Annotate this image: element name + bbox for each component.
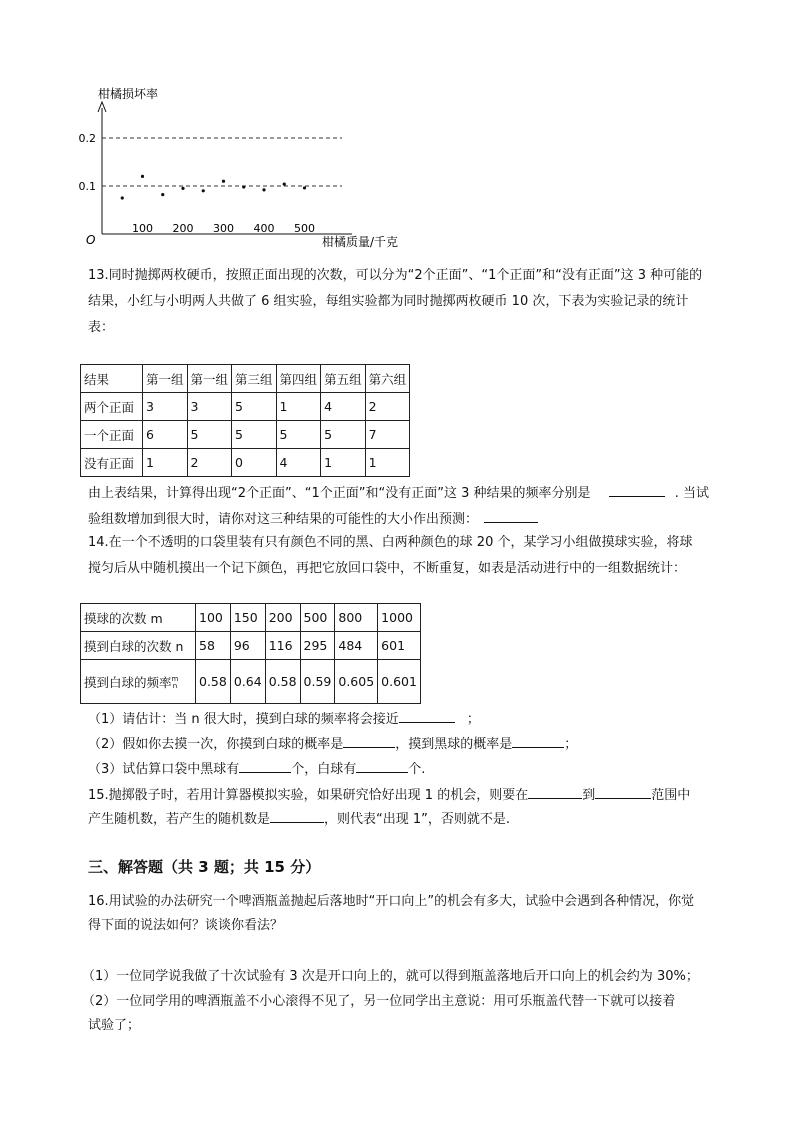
y-tick-label: 0.2 [78, 132, 96, 145]
table-cell: 5 [321, 421, 366, 449]
q15-line1c: 范围中 [651, 788, 691, 803]
q14-sub1 [88, 708, 480, 730]
table-row [81, 365, 410, 393]
table-cell: 96 [230, 632, 265, 660]
q15-range-end-blank[interactable] [595, 784, 651, 799]
table-cell: 2 [187, 449, 232, 477]
table-cell: 5 [232, 393, 277, 421]
table-cell: 484 [335, 632, 378, 660]
q14-sub1-end: ； [466, 712, 480, 727]
table-row [81, 393, 410, 421]
table-cell [81, 660, 196, 704]
table-cell: 6 [143, 421, 188, 449]
data-point [202, 189, 205, 192]
q13-after1 [88, 482, 709, 504]
x-tick-label: 100 [132, 222, 153, 235]
q13-line1: 13.同时抛掷两枚硬币，按照正面出现的次数，可以分为“2个正面”、“1个正面”和“没有正面”这 3 种可能的 [88, 268, 703, 283]
x-tick-label: 200 [172, 222, 194, 235]
table-cell: 第一组 [143, 365, 188, 393]
table-cell: 摸球的次数 m [81, 604, 196, 632]
table-cell: 0 [232, 449, 277, 477]
table-cell: 5 [232, 421, 277, 449]
table-cell: 结果 [81, 365, 143, 393]
table-cell: 第四组 [276, 365, 321, 393]
table-cell: 7 [365, 421, 410, 449]
table-cell: 两个正面 [81, 393, 143, 421]
table-cell: 3 [187, 393, 232, 421]
x-tick-label: 400 [253, 222, 275, 235]
q16-item1: （1）一位同学说我做了十次试验有 3 次是开口向上的，就可以得到瓶盖落地后开口向上的机会约为 30%； [82, 969, 699, 984]
table-cell: 1 [276, 393, 321, 421]
x-tick-label: 300 [213, 222, 234, 235]
data-point [262, 188, 265, 191]
table-cell: 116 [265, 632, 300, 660]
q13-after2-text: 验组数增加到很大时，请你对这三种结果的可能性的大小作出预测： [88, 512, 479, 527]
q14-sub2 [88, 733, 577, 755]
q15-line2a: 产生随机数，若产生的随机数是 [88, 812, 271, 827]
table-cell: 0.58 [265, 660, 300, 704]
table-cell: 500 [300, 604, 335, 632]
q14-black-prob-blank[interactable] [512, 733, 564, 748]
q14-black-count-blank[interactable] [239, 758, 291, 773]
table-cell: 1 [365, 449, 410, 477]
q14-line2: 搅匀后从中随机摸出一个记下颜色，再把它放回口袋中，不断重复，如表是活动进行中的一组数据统计： [88, 561, 687, 576]
q14-sub3-end: 个. [408, 762, 426, 777]
data-point [303, 186, 306, 189]
table-cell: 58 [196, 632, 231, 660]
table-row [81, 660, 421, 704]
q13-prediction-blank[interactable] [484, 508, 538, 523]
q13-table [80, 364, 410, 477]
table-cell: 0.605 [335, 660, 378, 704]
q14-sub3b: 个，白球有 [291, 762, 357, 777]
table-cell: 5 [187, 421, 232, 449]
table-cell: 150 [230, 604, 265, 632]
q16-item2b: 试验了； [88, 1018, 141, 1033]
q13-line2: 结果，小红与小明两人共做了 6 组实验，每组实验都为同时抛掷两枚硬币 10 次，下表为实验记录的统计 [88, 294, 689, 309]
damage-rate-chart [60, 80, 440, 260]
table-cell: 一个正面 [81, 421, 143, 449]
table-cell: 601 [378, 632, 421, 660]
data-point [222, 180, 225, 183]
table-cell: 200 [265, 604, 300, 632]
chart-xlabel: 柑橘质量/千克 [322, 235, 399, 249]
table-cell: 1 [143, 449, 188, 477]
frac-den: n [172, 682, 178, 690]
data-point [161, 193, 164, 196]
section3-title: 三、解答题（共 3 题；共 15 分） [88, 858, 321, 876]
table-cell: 0.58 [196, 660, 231, 704]
q14-sub2-end: ； [564, 737, 578, 752]
table-cell: 4 [276, 449, 321, 477]
table-cell: 295 [300, 632, 335, 660]
chart-ylabel: 柑橘损坏率 [98, 87, 159, 101]
data-point [283, 182, 286, 185]
row3-label: 摸到白球的频率 [84, 674, 172, 690]
table-cell: 1 [321, 449, 366, 477]
data-point [121, 196, 124, 199]
q14-sub1-blank[interactable] [399, 708, 455, 723]
table-cell: 800 [335, 604, 378, 632]
q16-item2a: （2）一位同学用的啤酒瓶盖不小心滚得不见了，另一位同学出主意说：用可乐瓶盖代替一下就可以接着 [82, 994, 676, 1009]
q13-after1-text: 由上表结果，计算得出现“2个正面”、“1个正面”和“没有正面”这 3 种结果的频率分别是 [88, 486, 591, 501]
q14-table [80, 603, 421, 704]
q14-white-prob-blank[interactable] [343, 733, 395, 748]
q14-sub2a: （2）假如你去摸一次，你摸到白球的概率是 [88, 737, 344, 752]
q15-number-blank[interactable] [270, 808, 324, 823]
data-point [141, 175, 144, 178]
q13-line3: 表： [88, 320, 115, 335]
table-cell: 5 [276, 421, 321, 449]
table-row [81, 449, 410, 477]
table-row [81, 421, 410, 449]
table-cell: 1000 [378, 604, 421, 632]
table-cell: 第三组 [232, 365, 277, 393]
q13-after2 [88, 508, 538, 530]
q14-sub1-text: （1）请估计：当 n 很大时，摸到白球的频率将会接近 [88, 712, 399, 727]
table-cell: 没有正面 [81, 449, 143, 477]
y-tick-label: 0.1 [78, 180, 96, 193]
table-cell: 0.601 [378, 660, 421, 704]
fraction-m-n [172, 676, 179, 690]
table-cell: 0.59 [300, 660, 335, 704]
data-point [181, 187, 184, 190]
q14-sub3 [88, 758, 425, 780]
q14-sub2b: ，摸到黑球的概率是 [395, 737, 513, 752]
table-cell: 第五组 [321, 365, 366, 393]
q14-line1: 14.在一个不透明的口袋里装有只有颜色不同的黑、白两种颜色的球 20 个，某学习小组做摸球实验，将球 [88, 535, 693, 550]
q15-line1 [88, 784, 690, 806]
q13-after1-end: . 当试 [674, 486, 710, 501]
table-row [81, 632, 421, 660]
q15-range-start-blank[interactable] [528, 784, 582, 799]
q15-line1a: 15.抛掷骰子时，若用计算器模拟实验，如果研究恰好出现 1 的机会，则要在 [88, 788, 529, 803]
q15-line1b: 到 [582, 788, 596, 803]
table-cell: 100 [196, 604, 231, 632]
table-row [81, 604, 421, 632]
q13-answer-blank[interactable] [609, 482, 665, 497]
chart-origin: O [86, 233, 96, 247]
q14-sub3a: （3）试估算口袋中黑球有 [88, 762, 240, 777]
frac-num: m [171, 675, 179, 683]
x-tick-label: 500 [294, 222, 315, 235]
q14-white-count-blank[interactable] [356, 758, 408, 773]
table-cell: 摸到白球的次数 n [81, 632, 196, 660]
q16-line1: 16.用试验的办法研究一个啤酒瓶盖抛起后落地时“开口向上”的机会有多大，试验中会遇到各种情况，你觉 [88, 894, 695, 909]
table-cell: 3 [143, 393, 188, 421]
table-cell: 0.64 [230, 660, 265, 704]
q15-line2 [88, 808, 510, 830]
table-cell: 2 [365, 393, 410, 421]
table-cell: 4 [321, 393, 366, 421]
q16-line2: 得下面的说法如何？谈谈你看法？ [88, 918, 284, 933]
q15-line2b: ，则代表“出现 1”，否则就不是. [324, 812, 511, 827]
table-cell: 第六组 [365, 365, 410, 393]
table-cell: 第一组 [187, 365, 232, 393]
data-point [242, 185, 245, 188]
